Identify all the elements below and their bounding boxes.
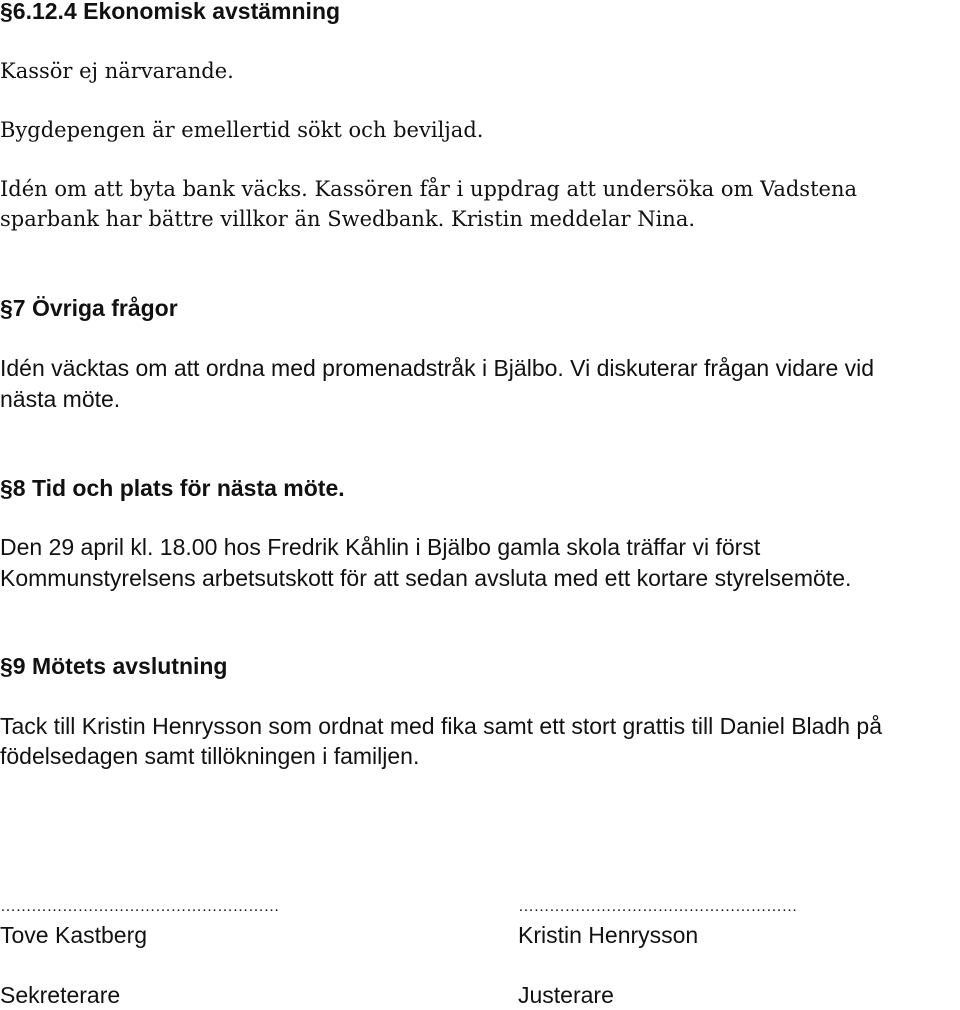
section-8-paragraph-line-1: Den 29 april kl. 18.00 hos Fredrik Kåhlin i Bjälbo gamla skola träffar vi först bbox=[0, 534, 761, 560]
section-7-paragraph-line-1: Idén väcktas om att ordna med promenadstråk i Bjälbo. Vi diskuterar frågan vidare vid bbox=[0, 355, 875, 381]
section-6-12-4-paragraph-3-line-1: Idén om att byta bank väcks. Kassören får i uppdrag att undersöka om Vadstena bbox=[0, 177, 857, 201]
section-9-paragraph-line-2: födelsedagen samt tillökningen i familjen. bbox=[0, 743, 420, 769]
signature-name-left: Tove Kastberg bbox=[0, 922, 148, 948]
signature-role-right: Justerare bbox=[518, 982, 614, 1008]
section-8-heading: §8 Tid och plats för nästa möte. bbox=[0, 475, 345, 501]
section-7-heading: §7 Övriga frågor bbox=[0, 295, 178, 321]
signature-line-left: ……………………………………………… bbox=[0, 898, 279, 915]
section-8-paragraph-line-2: Kommunstyrelsens arbetsutskott för att sedan avsluta med ett kortare styrelsemöte. bbox=[0, 565, 852, 591]
section-6-12-4-paragraph-3-line-2: sparbank har bättre villkor än Swedbank. Kristin meddelar Nina. bbox=[0, 207, 696, 231]
section-6-12-4-heading: §6.12.4 Ekonomisk avstämning bbox=[0, 0, 341, 24]
signature-line-right: ……………………………………………… bbox=[518, 898, 797, 915]
section-6-12-4-paragraph-1: Kassör ej närvarande. bbox=[0, 59, 234, 83]
signature-name-right: Kristin Henrysson bbox=[518, 922, 699, 948]
section-9-paragraph-line-1: Tack till Kristin Henrysson som ordnat med fika samt ett stort grattis till Daniel Bladh på bbox=[0, 713, 883, 739]
signature-role-left: Sekreterare bbox=[0, 982, 121, 1008]
section-6-12-4-paragraph-2: Bygdepengen är emellertid sökt och beviljad. bbox=[0, 118, 484, 142]
section-7-paragraph-line-2: nästa möte. bbox=[0, 386, 121, 412]
section-9-heading: §9 Mötets avslutning bbox=[0, 653, 228, 679]
